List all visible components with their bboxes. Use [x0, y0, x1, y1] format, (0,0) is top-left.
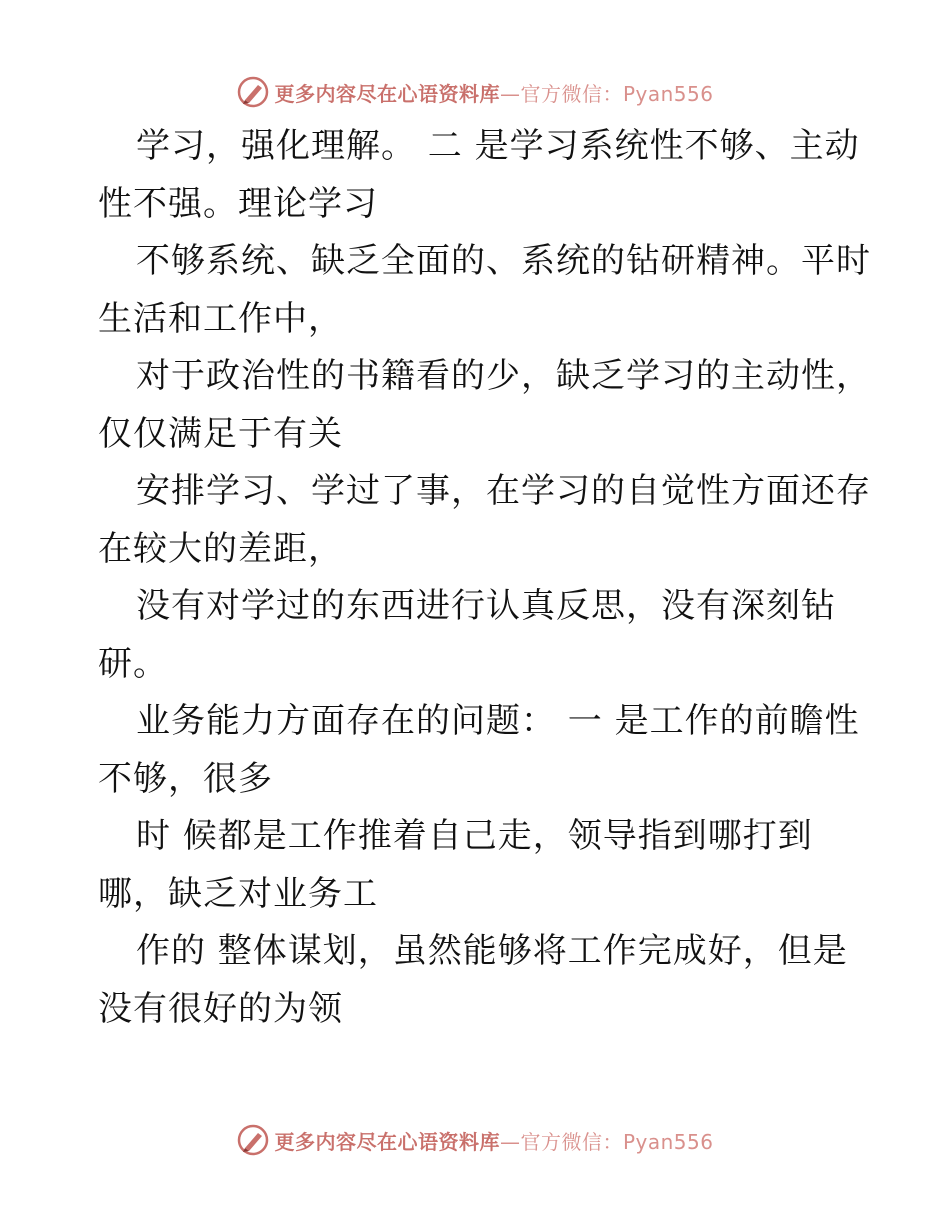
- text-line: 学习，强化理解。 二 是学习系统性不够、主动: [136, 126, 860, 166]
- text-line: 时 候都是工作推着自己走，领导指到哪打到: [136, 816, 813, 856]
- watermark-brand: 更多内容尽在心语资料库: [274, 1129, 500, 1154]
- pen-logo-icon: [236, 75, 270, 109]
- text-line: 业务能力方面存在的问题： 一 是工作的前瞻性: [136, 701, 860, 741]
- text-line: 生活和工作中，: [98, 298, 343, 339]
- text-line: 不够系统、缺乏全面的、系统的钻研精神。平时: [136, 241, 871, 281]
- pen-logo-icon: [236, 1123, 270, 1157]
- document-body: [98, 118, 871, 1038]
- text-line: 安排学习、学过了事，在学习的自觉性方面还存: [136, 471, 871, 511]
- watermark-text: [274, 1126, 713, 1155]
- footer-watermark: [0, 1120, 950, 1160]
- text-line: 没有对学过的东西进行认真反思，没有深刻钻: [136, 586, 836, 626]
- text-line: 哪，缺乏对业务工: [98, 873, 378, 914]
- text-line: 作的 整体谋划，虽然能够将工作完成好，但是: [136, 931, 848, 971]
- text-line: 性不强。理论学习: [98, 183, 378, 224]
- watermark-separator: —: [499, 1129, 521, 1154]
- text-line: 研。: [98, 643, 168, 684]
- watermark-text: [274, 78, 713, 107]
- watermark-brand: 更多内容尽在心语资料库: [274, 81, 500, 106]
- watermark-separator: —: [499, 81, 521, 106]
- watermark-contact: 官方微信：Pyan556: [520, 81, 714, 106]
- header-watermark: [0, 72, 950, 112]
- text-line: 没有很好的为领: [98, 988, 343, 1029]
- text-line: 不够，很多: [98, 758, 273, 799]
- text-line: 在较大的差距，: [98, 528, 343, 569]
- text-line: 对于政治性的书籍看的少，缺乏学习的主动性，: [136, 356, 871, 396]
- watermark-contact: 官方微信：Pyan556: [520, 1129, 714, 1154]
- text-line: 仅仅满足于有关: [98, 413, 343, 454]
